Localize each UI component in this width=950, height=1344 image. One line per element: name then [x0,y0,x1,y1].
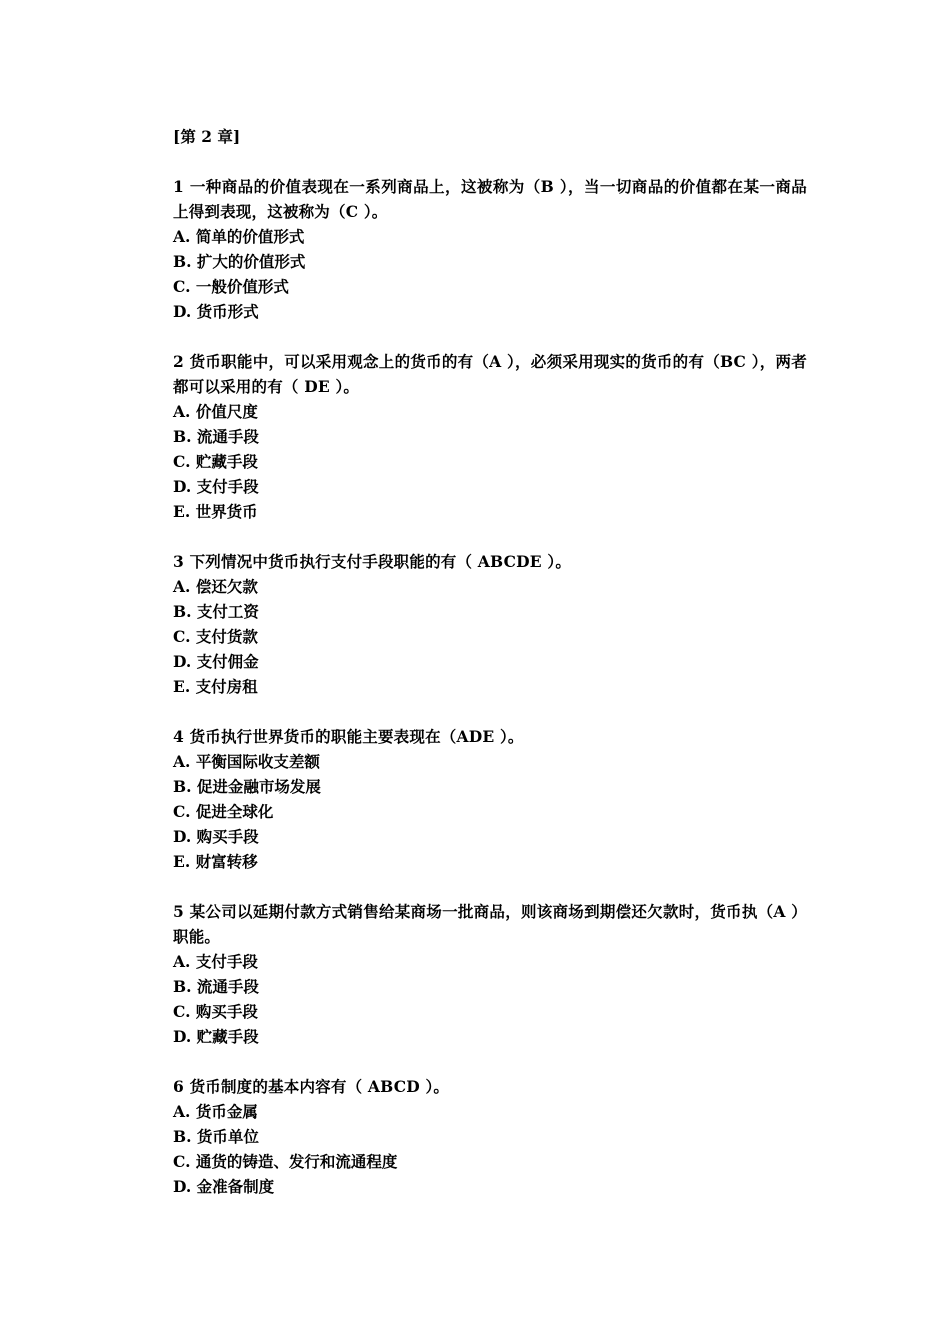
option-b: B. 支付工资 [173,602,259,621]
option-e: E. 支付房租 [173,677,258,696]
option-e: E. 财富转移 [173,852,258,871]
option-d: D. 金准备制度 [173,1177,275,1196]
option-b: B. 扩大的价值形式 [173,252,306,271]
option-d: D. 购买手段 [173,827,259,846]
option-d: D. 支付佣金 [173,652,259,671]
question-stem: 2 货币职能中，可以采用观念上的货币的有（A ），必须采用现实的货币的有（BC ），两者都可以采用的有（ DE ）。 [173,352,807,396]
question-3 [173,549,813,699]
question-4 [173,724,813,874]
option-b: B. 流通手段 [173,977,259,996]
option-b: B. 流通手段 [173,427,259,446]
question-stem: 6 货币制度的基本内容有（ ABCD ）。 [173,1077,450,1096]
option-a: A. 平衡国际收支差额 [173,752,320,771]
question-stem: 1 一种商品的价值表现在一系列商品上，这被称为（B ），当一切商品的价值都在某一商品上得到表现，这被称为（C ）。 [173,177,807,221]
option-c: C. 购买手段 [173,1002,258,1021]
option-a: A. 价值尺度 [173,402,258,421]
option-c: C. 一般价值形式 [173,277,289,296]
option-c: C. 支付货款 [173,627,258,646]
option-d: D. 货币形式 [173,302,259,321]
question-1 [173,174,813,324]
option-c: C. 通货的铸造、发行和流通程度 [173,1152,398,1171]
option-d: D. 贮藏手段 [173,1027,259,1046]
option-c: C. 促进全球化 [173,802,274,821]
document-page [173,124,813,1224]
question-stem: 3 下列情况中货币执行支付手段职能的有（ ABCDE ）。 [173,552,572,571]
option-a: A. 货币金属 [173,1102,258,1121]
option-a: A. 简单的价值形式 [173,227,305,246]
question-stem: 5 某公司以延期付款方式销售给某商场一批商品，则该商场到期偿还欠款时，货币执（A ）职能。 [173,902,807,946]
option-e: E. 世界货币 [173,502,258,521]
option-a: A. 支付手段 [173,952,258,971]
question-5 [173,899,813,1049]
option-b: B. 货币单位 [173,1127,259,1146]
question-6 [173,1074,813,1199]
option-d: D. 支付手段 [173,477,259,496]
option-a: A. 偿还欠款 [173,577,258,596]
question-stem: 4 货币执行世界货币的职能主要表现在（ADE ）。 [173,727,524,746]
option-b: B. 促进金融市场发展 [173,777,321,796]
option-c: C. 贮藏手段 [173,452,258,471]
question-2 [173,349,813,524]
chapter-heading: [第 2 章] [173,127,241,146]
